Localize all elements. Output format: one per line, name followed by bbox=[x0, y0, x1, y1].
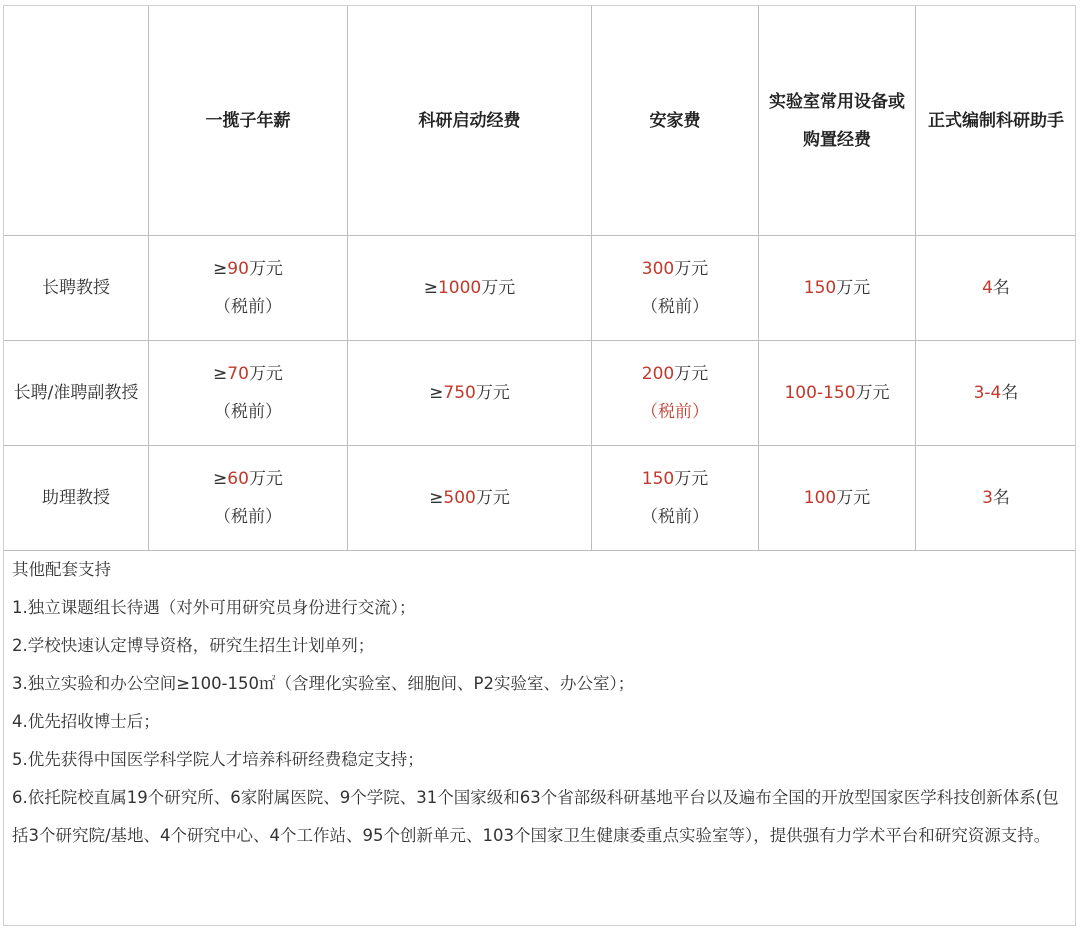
salary-value: 70 bbox=[227, 364, 249, 384]
startup-cell bbox=[348, 236, 592, 341]
row-title: 长聘/准聘副教授 bbox=[4, 341, 149, 446]
equipment-value: 100 bbox=[803, 488, 837, 508]
salary-cell bbox=[149, 341, 348, 446]
prefix: ≥ bbox=[213, 469, 228, 489]
startup-cell bbox=[348, 446, 592, 551]
unit: 万元 bbox=[248, 259, 283, 279]
salary-value: 90 bbox=[227, 259, 249, 279]
support-title: 其他配套支持 bbox=[12, 560, 111, 579]
unit: 万元 bbox=[475, 488, 510, 508]
header-salary: 一揽子年薪 bbox=[149, 6, 348, 236]
unit: 万元 bbox=[475, 383, 510, 403]
settle-value: 150 bbox=[641, 469, 675, 489]
assistant-value: 3 bbox=[982, 488, 993, 508]
equipment-cell bbox=[759, 341, 916, 446]
support-section bbox=[4, 551, 1075, 855]
unit: 万元 bbox=[248, 469, 283, 489]
unit: 名 bbox=[1001, 383, 1019, 403]
unit: 万元 bbox=[836, 278, 871, 298]
tax-note: （税前） bbox=[641, 402, 709, 422]
startup-value: 750 bbox=[443, 383, 476, 403]
support-item: 1.独立课题组长待遇（对外可用研究员身份进行交流）； bbox=[12, 598, 416, 617]
unit: 万元 bbox=[855, 383, 890, 403]
tax-note: （税前） bbox=[641, 507, 709, 527]
unit: 万元 bbox=[674, 364, 709, 384]
prefix: ≥ bbox=[423, 278, 438, 298]
settle-cell bbox=[592, 236, 759, 341]
prefix: ≥ bbox=[429, 488, 444, 508]
table-header-row bbox=[4, 6, 1077, 236]
equipment-value: 150 bbox=[803, 278, 837, 298]
table-row bbox=[4, 446, 1077, 551]
tax-note: （税前） bbox=[214, 507, 282, 527]
equipment-cell bbox=[759, 446, 916, 551]
settle-value: 200 bbox=[641, 364, 675, 384]
prefix: ≥ bbox=[213, 259, 228, 279]
unit: 万元 bbox=[674, 259, 709, 279]
equipment-cell bbox=[759, 236, 916, 341]
settle-cell bbox=[592, 341, 759, 446]
assistant-value: 4 bbox=[982, 278, 993, 298]
support-item: 3.独立实验和办公空间≥100-150㎡（含理化实验室、细胞间、P2实验室、办公室）； bbox=[12, 674, 635, 693]
header-settle: 安家费 bbox=[592, 6, 759, 236]
unit: 万元 bbox=[481, 278, 516, 298]
assistant-cell bbox=[916, 341, 1077, 446]
support-item: 4.优先招收博士后； bbox=[12, 712, 160, 731]
support-item: 6.依托院校直属19个研究所、6家附属医院、9个学院、31个国家级和63个省部级科研基地平台以及遍布全国的开放型国家医学科技创新体系(包括3个研究院/基地、4个研究中心、4个工作站、95个创新单元、103个国家卫生健康委重点实验室等），提供强有力学术平台和研究资源支持。 bbox=[12, 788, 1059, 845]
salary-cell bbox=[149, 446, 348, 551]
compensation-table bbox=[3, 5, 1076, 551]
startup-cell bbox=[348, 341, 592, 446]
unit: 名 bbox=[992, 488, 1010, 508]
assistant-value: 3-4 bbox=[973, 383, 1002, 403]
assistant-cell bbox=[916, 236, 1077, 341]
equipment-value: 100-150 bbox=[784, 383, 856, 403]
tax-note: （税前） bbox=[641, 297, 709, 317]
prefix: ≥ bbox=[213, 364, 228, 384]
settle-cell bbox=[592, 446, 759, 551]
prefix: ≥ bbox=[429, 383, 444, 403]
row-title: 长聘教授 bbox=[4, 236, 149, 341]
salary-cell bbox=[149, 236, 348, 341]
unit: 名 bbox=[992, 278, 1010, 298]
table-row bbox=[4, 341, 1077, 446]
header-assistant: 正式编制科研助手 bbox=[916, 6, 1077, 236]
unit: 万元 bbox=[836, 488, 871, 508]
unit: 万元 bbox=[674, 469, 709, 489]
tax-note: （税前） bbox=[214, 402, 282, 422]
header-startup: 科研启动经费 bbox=[348, 6, 592, 236]
settle-value: 300 bbox=[641, 259, 675, 279]
support-item: 2.学校快速认定博导资格，研究生招生计划单列； bbox=[12, 636, 375, 655]
table-row bbox=[4, 236, 1077, 341]
header-equipment: 实验室常用设备或购置经费 bbox=[759, 6, 916, 236]
header-empty bbox=[4, 6, 149, 236]
document-frame bbox=[3, 5, 1076, 926]
assistant-cell bbox=[916, 446, 1077, 551]
support-item: 5.优先获得中国医学科学院人才培养科研经费稳定支持； bbox=[12, 750, 424, 769]
salary-value: 60 bbox=[227, 469, 249, 489]
tax-note: （税前） bbox=[214, 297, 282, 317]
row-title: 助理教授 bbox=[4, 446, 149, 551]
startup-value: 500 bbox=[443, 488, 476, 508]
startup-value: 1000 bbox=[437, 278, 482, 298]
unit: 万元 bbox=[248, 364, 283, 384]
